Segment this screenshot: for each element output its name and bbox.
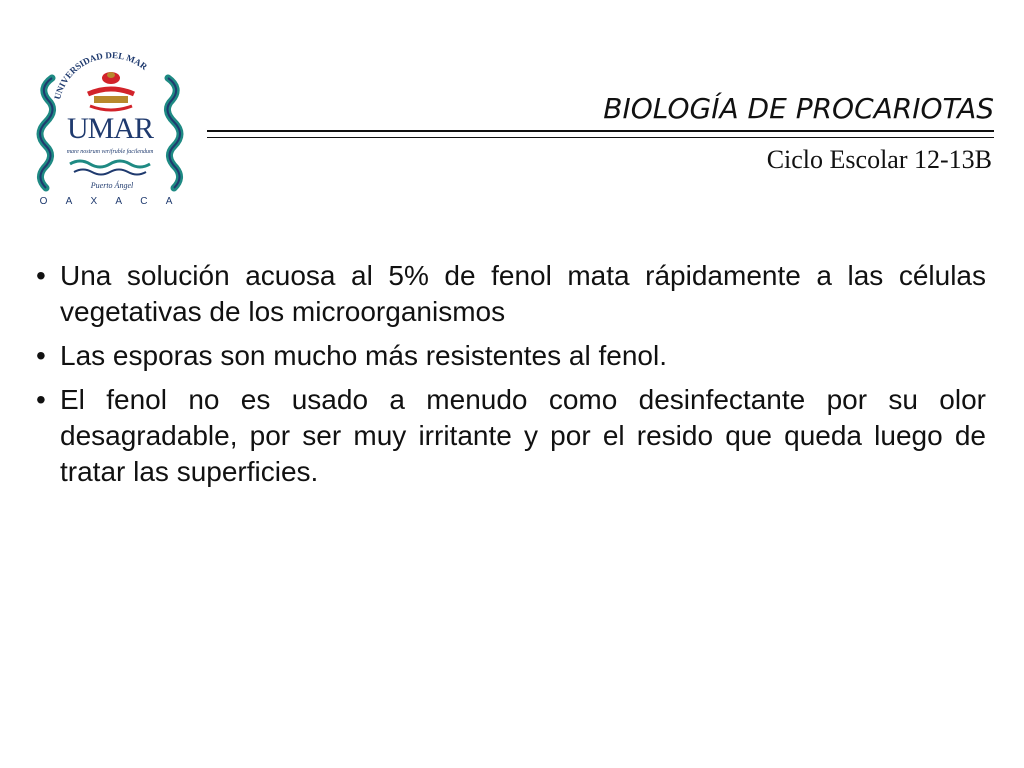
- slide-title: BIOLOGÍA DE PROCARIOTAS: [603, 92, 994, 125]
- university-logo: [30, 38, 190, 208]
- bullet-text: Las esporas son mucho más resistentes al fenol.: [60, 340, 667, 371]
- bullet-text: Una solución acuosa al 5% de fenol mata rápidamente a las células vegetativas de los microorganismos: [60, 260, 986, 327]
- logo-state: O A X A C A: [39, 196, 181, 207]
- header-divider: [207, 130, 994, 138]
- bullet-text: El fenol no es usado a menudo como desinfectante por su olor desagradable, por ser muy irritante y por el resido que queda luego de tratar las superficies.: [60, 384, 986, 487]
- logo-place: Puerto Ángel: [90, 181, 134, 190]
- bullet-item: [36, 258, 986, 330]
- bullet-marker: •: [36, 384, 46, 415]
- slide-subtitle: Ciclo Escolar 12-13B: [766, 145, 992, 174]
- bullet-item: [36, 338, 986, 374]
- bullet-list: [36, 258, 986, 498]
- bullet-item: [36, 382, 986, 490]
- logo-motto: mare nostrum verifruble facilendum: [66, 149, 154, 155]
- wave-icon: [70, 161, 150, 167]
- wave-icon: [74, 170, 146, 175]
- bullet-marker: •: [36, 260, 46, 291]
- bullet-marker: •: [36, 340, 46, 371]
- logo-initials: UMAR: [66, 112, 154, 145]
- logo-arc-text: UNIVERSIDAD DEL MAR: [52, 50, 150, 101]
- emblem-icon: [88, 72, 134, 110]
